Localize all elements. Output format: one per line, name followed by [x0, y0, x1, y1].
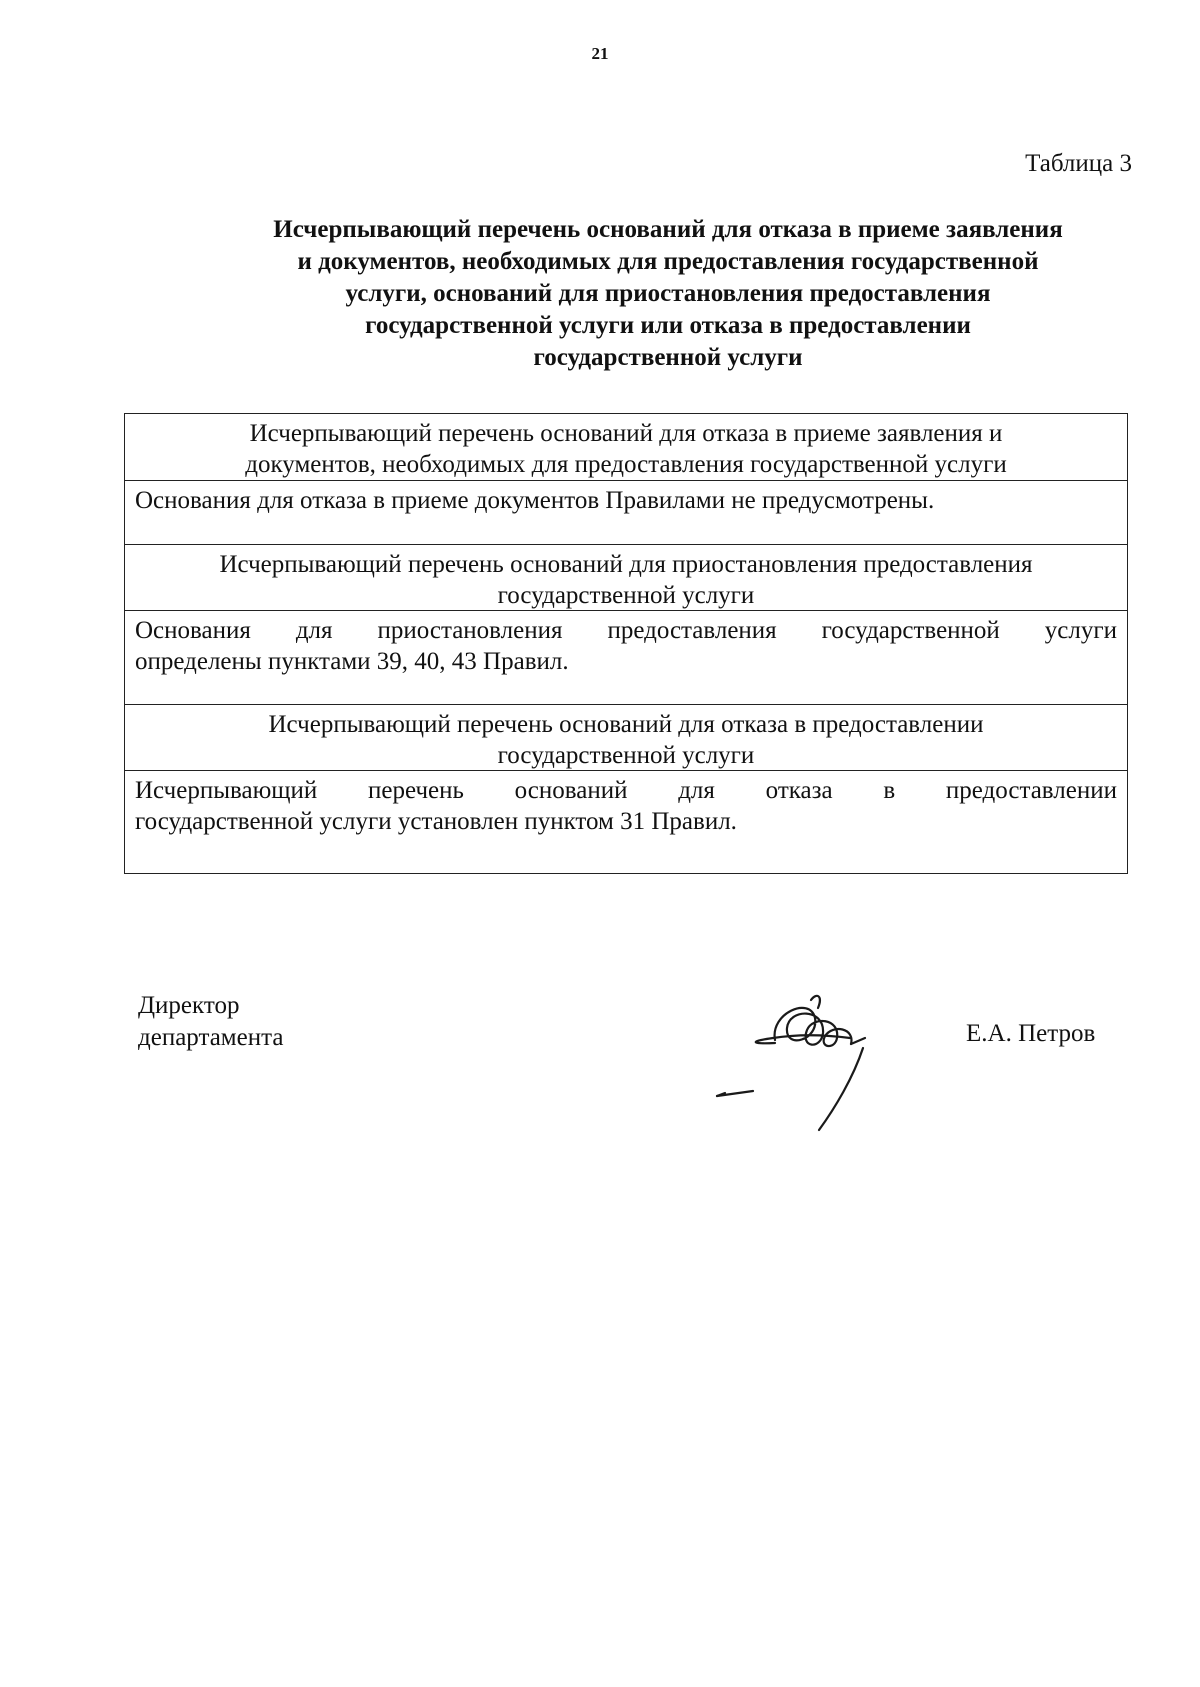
- header-line: государственной услуги: [497, 742, 755, 769]
- table-label: Таблица 3: [1025, 150, 1132, 177]
- page-number: 21: [591, 44, 609, 63]
- title-line: государственной услуги: [533, 344, 803, 371]
- table-section-body: [125, 480, 1127, 544]
- body-line: Основания для отказа в приеме документов Правилами не предусмотрены.: [135, 487, 935, 514]
- header-line: государственной услуги: [497, 582, 755, 609]
- body-line: определены пунктами 39, 40, 43 Правил.: [135, 648, 569, 675]
- signer-position-line: Директор: [138, 992, 240, 1019]
- body-line: Исчерпывающий перечень оснований для отказа в предоставлении: [135, 777, 1117, 804]
- table-section-body: [125, 610, 1127, 704]
- grounds-table: [124, 413, 1128, 874]
- header-line: документов, необходимых для предоставления государственной услуги: [245, 451, 1007, 478]
- title-line: услуги, оснований для приостановления предоставления: [345, 280, 991, 307]
- signer-position-line: департамента: [138, 1024, 284, 1051]
- table-section-header: [125, 414, 1127, 480]
- table-section-body: [125, 770, 1127, 873]
- title-line: и документов, необходимых для предоставления государственной: [297, 248, 1039, 275]
- signer-position: [138, 990, 283, 1054]
- title-line: Исчерпывающий перечень оснований для отказа в приеме заявления: [273, 216, 1063, 243]
- header-line: Исчерпывающий перечень оснований для приостановления предоставления: [219, 551, 1033, 578]
- title-line: государственной услуги или отказа в предоставлении: [365, 312, 971, 339]
- header-line: Исчерпывающий перечень оснований для отказа в предоставлении: [268, 711, 984, 738]
- header-line: Исчерпывающий перечень оснований для отказа в приеме заявления и: [249, 420, 1003, 447]
- document-title: [200, 214, 1136, 374]
- body-line: государственной услуги установлен пунктом 31 Правил.: [135, 808, 737, 835]
- signer-name: Е.А. Петров: [966, 1020, 1096, 1047]
- handwritten-signature: [715, 978, 945, 1138]
- table-section-header: [125, 704, 1127, 770]
- table-section-header: [125, 544, 1127, 610]
- body-line: Основания для приостановления предоставления государственной услуги: [135, 617, 1117, 644]
